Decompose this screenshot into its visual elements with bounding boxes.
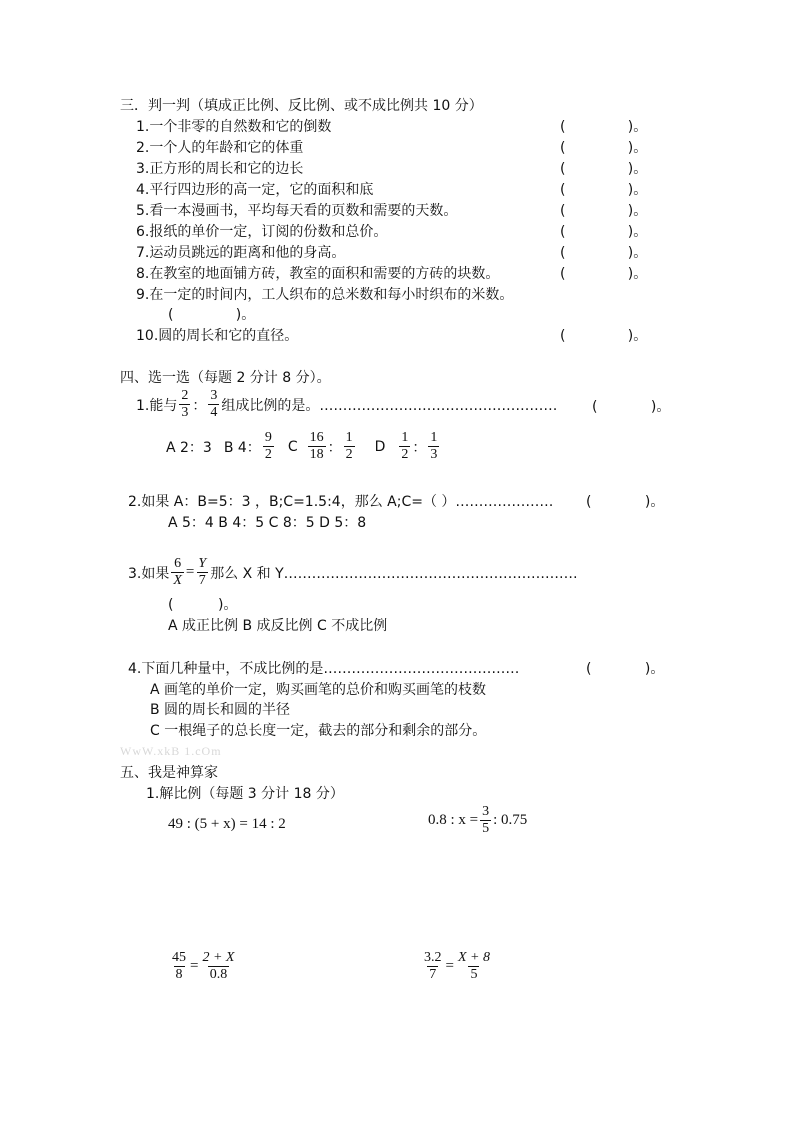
q4-option-a: A 画笔的单价一定，购买画笔的总价和购买画笔的枝数 bbox=[150, 682, 487, 698]
answer-blank-4[interactable]: ( )。 bbox=[560, 182, 648, 198]
q1-optd-n1: 1 bbox=[401, 430, 409, 445]
eq4-equals: = bbox=[445, 958, 454, 974]
eq3-equals: = bbox=[190, 958, 199, 974]
choice-q2: 2.如果 A：B=5：3 ，B;C=1.5:4，那么 A;C=（ ）………………… bbox=[128, 494, 554, 510]
eq4-d1: 7 bbox=[429, 967, 437, 982]
answer-blank-7[interactable]: ( )。 bbox=[560, 245, 648, 261]
q1-fraction-1 bbox=[179, 388, 190, 421]
q1-f1-den: 3 bbox=[181, 405, 189, 420]
answer-blank-2[interactable]: ( )。 bbox=[560, 140, 648, 156]
q3-answer-blank[interactable]: ( )。 bbox=[168, 597, 238, 613]
eq3-d2: 0.8 bbox=[209, 967, 228, 982]
answer-blank-1[interactable]: ( )。 bbox=[560, 119, 648, 135]
judge-item-8: 8.在教室的地面铺方砖，教室的面积和需要的方砖的块数。 bbox=[136, 266, 500, 282]
q3-prefix: 3.如果 bbox=[128, 565, 170, 582]
q1-optc-n1: 16 bbox=[309, 430, 324, 445]
q1-option-d-label: D bbox=[374, 438, 386, 455]
judge-item-5: 5.看一本漫画书，平均每天看的页数和需要的天数。 bbox=[136, 203, 458, 219]
answer-blank-3[interactable]: ( )。 bbox=[560, 161, 648, 177]
answer-blank-10[interactable]: ( )。 bbox=[560, 328, 648, 344]
q1-options bbox=[166, 430, 441, 463]
judge-item-7: 7.运动员跳远的距离和他的身高。 bbox=[136, 245, 346, 261]
q3-options: A 成正比例 B 成反比例 C 不成比例 bbox=[168, 618, 388, 634]
q2-answer-blank[interactable]: ( )。 bbox=[586, 494, 665, 510]
equation-1: 49 : (5 + x) = 14 : 2 bbox=[168, 816, 286, 832]
choice-q1 bbox=[136, 388, 557, 421]
eq2-num: 3 bbox=[482, 804, 490, 819]
q1-option-d-fraction-1 bbox=[399, 430, 410, 463]
eq2-right: : 0.75 bbox=[493, 812, 528, 828]
answer-blank-8[interactable]: ( )。 bbox=[560, 266, 648, 282]
section5-title: 五、我是神算家 bbox=[120, 765, 218, 781]
q4-option-b: B 圆的周长和圆的半径 bbox=[150, 702, 291, 718]
answer-blank-6[interactable]: ( )。 bbox=[560, 224, 648, 240]
answer-blank-5[interactable]: ( )。 bbox=[560, 203, 648, 219]
q1-optd-n2: 1 bbox=[430, 430, 438, 445]
q3-equals: = bbox=[185, 564, 195, 580]
q1-option-a: A 2：3 bbox=[166, 439, 212, 456]
q1-optc-d1: 18 bbox=[309, 447, 324, 462]
judge-item-9: 9.在一定的时间内，工人织布的总米数和每小时织布的米数。 bbox=[136, 287, 514, 303]
watermark: WwW.xkB 1.cOm bbox=[120, 744, 222, 758]
q1-colon: ： bbox=[192, 397, 207, 414]
judge-item-2: 2.一个人的年龄和它的体重 bbox=[136, 140, 304, 156]
q3-f2-num: Y bbox=[198, 556, 207, 571]
q4-option-c: C 一根绳子的总长度一定，截去的部分和剩余的部分。 bbox=[150, 723, 487, 739]
eq4-n1: 3.2 bbox=[424, 950, 442, 965]
eq3-n2: 2 + X bbox=[202, 950, 235, 965]
q3-suffix: 那么 X 和 Y……………………………………………………… bbox=[210, 565, 578, 582]
q3-fraction-2 bbox=[196, 556, 208, 589]
judge-item-10: 10.圆的周长和它的直径。 bbox=[136, 328, 299, 344]
q3-fraction-1 bbox=[171, 556, 184, 589]
eq4-fraction-2 bbox=[456, 950, 492, 983]
section3-title: 三．判一判（填成正比例、反比例、或不成比例共 10 分） bbox=[120, 98, 483, 114]
choice-q4: 4.下面几种量中，不成比例的是…………………………………… bbox=[128, 661, 520, 677]
q1-optc-d2: 2 bbox=[345, 447, 353, 462]
eq4-d2: 5 bbox=[470, 967, 478, 982]
q3-f2-den: 7 bbox=[198, 573, 206, 588]
q1-optd-d1: 2 bbox=[401, 447, 409, 462]
equation-4 bbox=[420, 950, 494, 983]
q1-option-d-fraction-2 bbox=[428, 430, 439, 463]
eq2-left: 0.8 : x = bbox=[428, 812, 479, 828]
q1-optb-den: 2 bbox=[264, 447, 272, 462]
eq3-n1: 45 bbox=[172, 950, 186, 965]
q1-option-b-label: B 4： bbox=[223, 439, 261, 456]
q2-options: A 5：4 B 4：5 C 8：5 D 5：8 bbox=[168, 515, 367, 531]
q3-f1-den: X bbox=[173, 573, 182, 588]
q1-f2-num: 3 bbox=[210, 388, 218, 403]
eq4-n2: X + 8 bbox=[457, 950, 490, 965]
judge-item-3: 3.正方形的周长和它的边长 bbox=[136, 161, 304, 177]
answer-blank-9[interactable]: ( )。 bbox=[168, 307, 256, 323]
q1-optc-n2: 1 bbox=[345, 430, 353, 445]
judge-item-1: 1.一个非零的自然数和它的倒数 bbox=[136, 119, 332, 135]
q1-optc-colon: ： bbox=[327, 439, 342, 456]
eq4-fraction-1 bbox=[422, 950, 444, 983]
q1-f1-num: 2 bbox=[181, 388, 189, 403]
q1-optd-d2: 3 bbox=[430, 447, 438, 462]
section4-title: 四、选一选（每题 2 分计 8 分）。 bbox=[120, 370, 331, 386]
q1-option-c-fraction-2 bbox=[344, 430, 355, 463]
judge-item-4: 4.平行四边形的高一定，它的面积和底 bbox=[136, 182, 374, 198]
q1-optb-num: 9 bbox=[264, 430, 272, 445]
choice-q3 bbox=[128, 556, 578, 589]
section5-subtitle: 1.解比例（每题 3 分计 18 分） bbox=[146, 786, 344, 802]
q4-answer-blank[interactable]: ( )。 bbox=[586, 661, 665, 677]
eq3-fraction-2 bbox=[200, 950, 236, 983]
q1-f2-den: 4 bbox=[210, 405, 218, 420]
q1-fraction-2 bbox=[208, 388, 219, 421]
q1-option-b-fraction bbox=[263, 430, 274, 463]
equation-2 bbox=[428, 804, 527, 837]
judge-item-6: 6.报纸的单价一定，订阅的份数和总价。 bbox=[136, 224, 388, 240]
eq3-d1: 8 bbox=[175, 967, 183, 982]
q1-option-c-label: C bbox=[287, 438, 298, 455]
q1-optd-colon: ： bbox=[412, 439, 427, 456]
q3-f1-num: 6 bbox=[174, 556, 182, 571]
eq3-fraction-1 bbox=[170, 950, 188, 983]
q1-prefix: 1.能与 bbox=[136, 397, 178, 414]
q1-option-c-fraction-1 bbox=[308, 430, 326, 463]
equation-3 bbox=[168, 950, 238, 983]
q1-answer-blank[interactable]: ( )。 bbox=[592, 399, 671, 415]
q1-suffix: 组成比例的是。…………………………………………… bbox=[221, 397, 558, 414]
eq2-den: 5 bbox=[482, 821, 490, 836]
eq2-fraction bbox=[480, 804, 491, 837]
